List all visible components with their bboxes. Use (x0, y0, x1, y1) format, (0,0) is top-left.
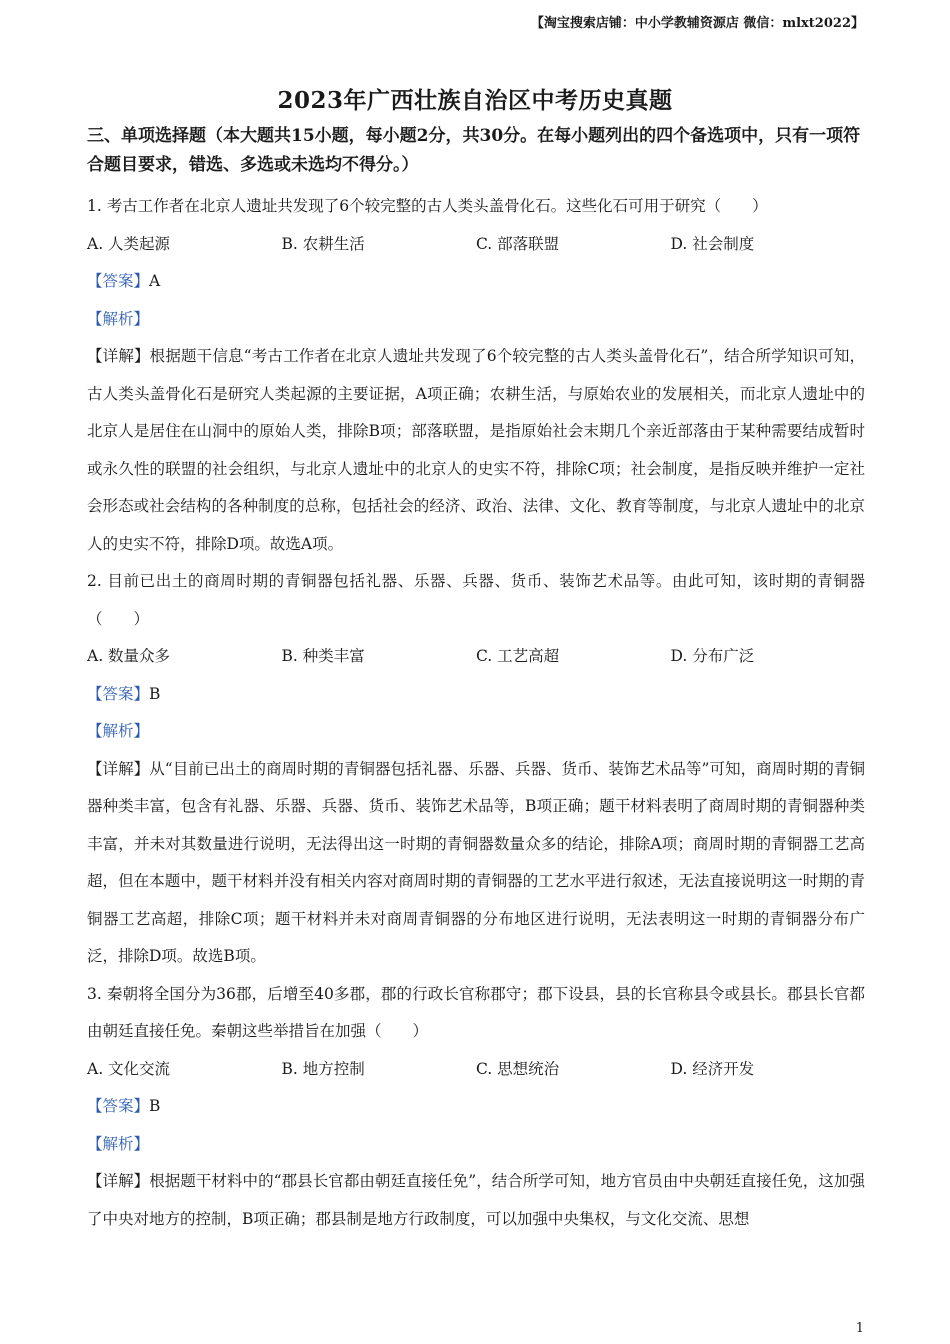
detail-text: 根据题干材料中的“郡县长官都由朝廷直接任免”，结合所学可知，地方官员由中央朝廷直接任免，这加强了中央对地方的控制，B项正确；郡县制是地方行政制度，可以加强中央集权，与文化交流、思想 (87, 1172, 865, 1228)
detail-paragraph (87, 338, 865, 563)
answer-line (87, 1088, 865, 1126)
option-c: C. 工艺高超 (476, 647, 560, 665)
option-b: B. 种类丰富 (281, 647, 365, 665)
document-body (87, 122, 865, 1238)
question-2 (87, 563, 865, 976)
option-a: A. 人类起源 (87, 234, 171, 253)
header-note: 【淘宝搜索店铺：中小学教辅资源店 微信：mlxt2022】 (530, 16, 864, 31)
answer-tag: 【答案】 (87, 1097, 150, 1115)
analysis-tag: 【解析】 (87, 309, 150, 328)
detail-tag: 【详解】 (87, 347, 150, 365)
answer-line (87, 263, 865, 301)
question-stem: 2. 目前已出土的商周时期的青铜器包括礼器、乐器、兵器、货币、装饰艺术品等。由此可知，该时期的青铜器（ ） (87, 572, 865, 628)
page-number: 1 (855, 1321, 864, 1336)
detail-text: 从“目前已出土的商周时期的青铜器包括礼器、乐器、兵器、货币、装饰艺术品等”可知，商周时期的青铜器种类丰富，包含有礼器、乐器、兵器、货币、装饰艺术品等，B项正确；题干材料表明了商周时期的青铜器种类丰富，并未对其数量进行说明，无法得出这一时期的青铜器数量众多的结论，排除A项；商周时期的青铜器工艺高超，但在本题中，题干材料并没有相关内容对商周时期的青铜器的工艺水平进行叙述，无法直接说明这一时期的青铜器工艺高超，排除C项；题干材料并未对商周青铜器的分布地区进行说明，无法表明这一时期的青铜器分布广泛，排除D项。故选B项。 (87, 759, 865, 965)
option-a: A. 文化交流 (87, 1059, 171, 1078)
analysis-tag: 【解析】 (87, 722, 150, 740)
option-c: C. 部落联盟 (476, 234, 560, 253)
answer-tag: 【答案】 (87, 272, 150, 290)
question-stem: 1. 考古工作者在北京人遗址共发现了6个较完整的古人类头盖骨化石。这些化石可用于研究（ ） (87, 197, 768, 215)
analysis-tag: 【解析】 (87, 1134, 150, 1153)
answer-line (87, 676, 865, 714)
question-3 (87, 976, 865, 1239)
detail-tag: 【详解】 (87, 759, 150, 778)
detail-paragraph (87, 1163, 865, 1238)
question-stem: 3. 秦朝将全国分为36郡，后增至40多郡，郡的行政长官称郡守；郡下设县，县的长官称县令或县长。郡县长官都由朝廷直接任免。秦朝这些举措旨在加强（ ） (87, 984, 865, 1040)
detail-tag: 【详解】 (87, 1172, 150, 1190)
option-b: B. 农耕生活 (281, 234, 365, 253)
question-1 (87, 188, 865, 563)
option-d: D. 分布广泛 (670, 647, 755, 665)
answer-value: B (149, 684, 161, 703)
analysis-line (87, 713, 865, 751)
section-heading: 三、单项选择题（本大题共15小题，每小题2分，共30分。在每小题列出的四个备选项中，只有一项符合题目要求，错选、多选或未选均不得分。） (87, 126, 861, 175)
detail-text: 根据题干信息“考古工作者在北京人遗址共发现了6个较完整的古人类头盖骨化石”，结合所学知识可知，古人类头盖骨化石是研究人类起源的主要证据，A项正确；农耕生活，与原始农业的发展相关，而北京人遗址中的北京人是居住在山洞中的原始人类，排除B项；部落联盟，是指原始社会末期几个亲近部落由于某种需要结成暂时或永久性的联盟的社会组织，与北京人遗址中的北京人的史实不符，排除C项；社会制度，是指反映并维护一定社会形态或社会结构的各种制度的总称，包括社会的经济、政治、法律、文化、教育等制度，与北京人遗址中的北京人的史实不符，排除D项。故选A项。 (87, 347, 865, 553)
option-a: A. 数量众多 (87, 647, 171, 665)
analysis-line (87, 1126, 865, 1164)
options-row (87, 638, 865, 676)
option-b: B. 地方控制 (281, 1059, 365, 1078)
answer-value: A (149, 272, 161, 290)
analysis-line (87, 301, 865, 339)
options-row (87, 1051, 865, 1089)
answer-tag: 【答案】 (87, 684, 150, 703)
options-row (87, 226, 865, 264)
option-d: D. 经济开发 (670, 1059, 755, 1078)
detail-paragraph (87, 751, 865, 976)
answer-value: B (149, 1097, 161, 1115)
option-d: D. 社会制度 (670, 234, 755, 253)
option-c: C. 思想统治 (476, 1059, 560, 1078)
page-title: 2023年广西壮族自治区中考历史真题 (277, 87, 673, 114)
